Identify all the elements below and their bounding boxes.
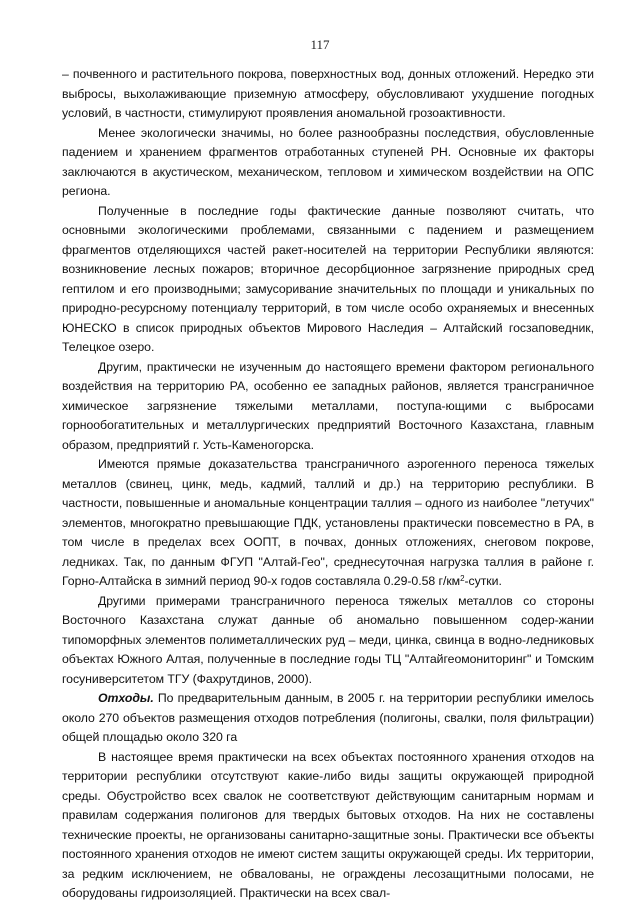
page-number: 117 <box>310 37 330 52</box>
superscript: 2 <box>460 574 465 583</box>
paragraph-6: Другими примерами трансграничного переноса тяжелых металлов со стороны Восточного Казахстана служат данные об аномально повышенном содер-жании типоморфных элементов полиметаллических руд – меди, цинка, свинца в водно-ледниковых объектах Южного Алтая, полученные в последние годы ТЦ "Алтайгеомониторинг" и Томским госуниверситетом ТГУ (Фахрутдинов, 2000). <box>62 593 594 686</box>
paragraph-5 <box>62 455 594 592</box>
paragraph-5-text: Имеются прямые доказательства трансграничного аэрогенного переноса тяжелых металлов (свинец, цинк, медь, кадмий, таллий и др.) на территорию республики. В частности, повышенные и аномальные концентрации таллия – одного из наиболее "летучих" элементов, многократно превышающие ПДК, установлены практически повсеместно в РА, в том числе в пределах всех ООПТ, в почвах, донных отложениях, снеговом покрове, ледниках. Так, по данным ФГУП "Алтай-Гео", среднесуточная нагрузка таллия в районе г. Горно-Алтайска в зимний период 90-х годов составляла 0.29-0.58 г/км <box>62 457 594 588</box>
paragraph-4: Другим, практически не изученным до настоящего времени фактором регионального воздействия на территорию РА, особенно ее западных районов, является трансграничное химическое загрязнение тяжелыми металлами, поступа-ющими с выбросами горнообогатительных и металлургических предприятий Восточного Казахстана, главным образом, предприятий г. Усть-Каменогорска. <box>62 359 594 452</box>
paragraph-1: – почвенного и растительного покрова, поверхностных вод, донных отложений. Нередко эти выбросы, выхолаживающие приземную атмосферу, обусловливают ухудшение погодных условий, в частности, стимулируют проявления аномальной грозоактивности. <box>62 67 594 120</box>
section-lead-waste: Отходы. <box>98 691 154 705</box>
paragraph-8: В настоящее время практически на всех объектах постоянного хранения отходов на территории республики отсутствуют какие-либо виды защиты окружающей природной среды. Обустройство всех свалок не соответствуют действующим санитарным нормам и правилам содержания полигонов для твердых бытовых отходов. На них не составлены технические проекты, не организованы санитарно-защитные зоны. Практически все объекты постоянного хранения отходов не имеют систем защиты окружающей среды. Их территории, за редким исключением, не обвалованы, не ограждены лесозащитными полосами, не оборудованы гидроизоляцией. Практически на всех свал- <box>62 749 594 900</box>
paragraph-7-text: По предварительным данным, в 2005 г. на территории республики имелось около 270 объектов размещения отходов потребления (полигоны, свалки, поля фильтрации) общей площадью около 320 га <box>62 691 594 744</box>
document-body <box>62 65 594 904</box>
paragraph-5-tail: -сутки. <box>464 574 502 588</box>
paragraph-3: Полученные в последние годы фактические данные позволяют считать, что основными экологическими проблемами, связанными с падением и размещением фрагментов отделяющихся частей ракет-носителей на территории Республики являются: возникновение лесных пожаров; вторичное десорбционное загрязнение природных сред гептилом и его производными; замусоривание значительных по площади и уникальных по природно-ресурсному потенциалу территорий, в том числе особо охраняемых и внесенных ЮНЕСКО в список природных объектов Мирового Наследия – Алтайский госзаповедник, Телецкое озеро. <box>62 203 594 354</box>
paragraph-2: Менее экологически значимы, но более разнообразны последствия, обусловленные падением и хранением фрагментов отработанных ступеней РН. Основные их факторы заключаются в акустическом, механическом, тепловом и химическом воздействии на ОПС региона. <box>62 125 594 198</box>
paragraph-7 <box>62 689 594 748</box>
